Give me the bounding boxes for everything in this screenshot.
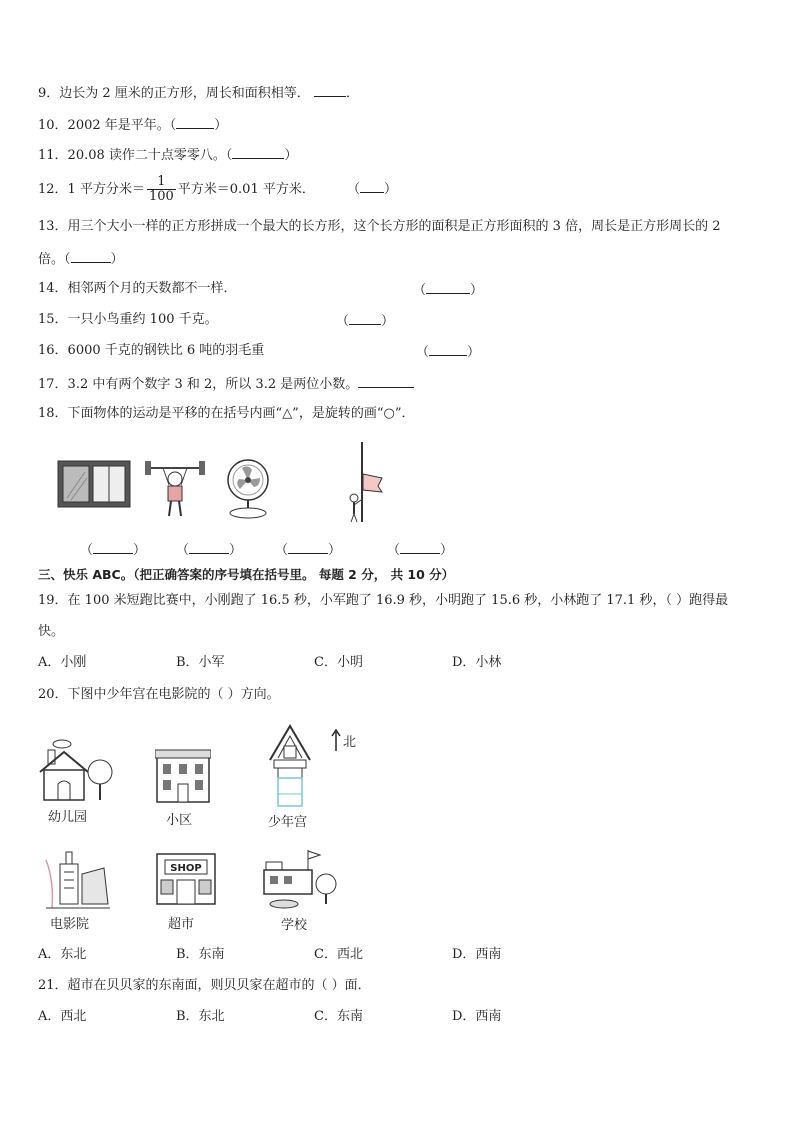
question-14 (38, 280, 237, 298)
paren-close: ） (229, 543, 243, 558)
q18-paren-4 (387, 540, 453, 560)
question-10-end: ） (214, 118, 228, 133)
question-16-text: 16．6000 千克的钢铁比 6 吨的羽毛重 (38, 343, 265, 358)
q21-option-a[interactable]: A．西北 (38, 1009, 87, 1024)
paren-close: ） (381, 314, 395, 329)
paren-open: （ (336, 314, 350, 329)
question-10-text: 10．2002 年是平年。（ (38, 118, 177, 133)
flagpole-picture (342, 440, 386, 524)
paren-open: （ (347, 182, 361, 197)
paren-close: ） (133, 543, 147, 558)
section-3-title: 三、快乐 ABC。（把正确答案的序号填在括号里。 每题 2 分， 共 10 分） (38, 567, 455, 582)
place-cinema: 电影院 (50, 917, 90, 932)
question-18: 18．下面物体的运动是平移的在括号内画“△”，是旋转的画“○”． (38, 406, 415, 421)
question-12 (38, 172, 397, 208)
north-arrow-icon (331, 729, 341, 751)
question-16-paren (416, 342, 480, 362)
question-11 (38, 145, 297, 165)
paren-open: （ (416, 345, 430, 360)
fraction-numerator: 1 (147, 175, 176, 190)
question-15 (38, 311, 218, 329)
answer-blank[interactable] (358, 374, 414, 388)
question-10 (38, 115, 227, 135)
question-13-end: ） (110, 252, 124, 267)
question-13-line2 (38, 249, 124, 269)
answer-blank[interactable] (176, 115, 214, 129)
question-21: 21．超市在贝贝家的东南面，则贝贝家在超市的（ ）面． (38, 978, 371, 993)
answer-blank[interactable] (429, 342, 467, 356)
question-15-paren (336, 311, 394, 331)
paren-open: （ (387, 543, 401, 558)
answer-blank[interactable] (232, 145, 284, 159)
question-17-text: 17．3.2 中有两个数字 3 和 2，所以 3.2 是两位小数。 (38, 377, 359, 392)
answer-blank[interactable] (360, 179, 384, 193)
paren-close: ） (328, 543, 342, 558)
paren-open: （ (275, 543, 289, 558)
q20-option-d[interactable]: D．西南 (452, 947, 502, 962)
question-19-line1: 19．在 100 米短跑比赛中，小刚跑了 16.5 秒，小军跑了 16.9 秒，小明跑了 15.6 秒，小林跑了 17.1 秒，（ ）跑得最 (38, 593, 729, 608)
answer-blank[interactable] (349, 311, 381, 325)
paren-close: ） (384, 182, 398, 197)
shop-sign: SHOP (170, 863, 202, 874)
question-14-text: 14．相邻两个月的天数都不一样． (38, 281, 237, 296)
answer-blank[interactable] (400, 540, 440, 554)
question-20: 20．下图中少年宫在电影院的（ ）方向。 (38, 687, 280, 702)
north-label: 北 (343, 735, 357, 750)
answer-blank[interactable] (314, 83, 346, 97)
answer-blank[interactable] (288, 540, 328, 554)
question-19-line2: 快。 (38, 624, 65, 639)
cinema-picture (42, 850, 112, 912)
paren-close: ） (470, 283, 484, 298)
paren-open: （ (413, 283, 427, 298)
question-9 (38, 83, 359, 103)
question-13-line2-text: 倍。（ (38, 252, 71, 267)
q19-option-c[interactable]: C．小明 (314, 655, 363, 670)
paren-open: （ (176, 543, 190, 558)
q20-option-a[interactable]: A．东北 (38, 947, 87, 962)
fraction (147, 175, 176, 204)
question-9-text: 9．边长为 2 厘米的正方形，周长和面积相等． (38, 86, 310, 101)
answer-blank[interactable] (189, 540, 229, 554)
question-11-end: ） (284, 148, 298, 163)
school-picture (262, 848, 340, 912)
q21-option-b[interactable]: B．东北 (176, 1009, 225, 1024)
residential-picture (155, 748, 211, 804)
question-15-text: 15．一只小鸟重约 100 千克。 (38, 312, 218, 327)
place-supermarket: 超市 (168, 917, 195, 932)
question-13-line1: 13．用三个大小一样的正方形拼成一个最大的长方形，这个长方形的面积是正方形面积的 3 倍，周长是正方形周长的 2 (38, 219, 721, 234)
q20-option-b[interactable]: B．东南 (176, 947, 225, 962)
q21-option-c[interactable]: C．东南 (314, 1009, 363, 1024)
fan-picture (224, 458, 272, 520)
question-16 (38, 342, 264, 360)
place-residential: 小区 (166, 813, 193, 828)
q18-paren-3 (275, 540, 341, 560)
weightlifter-picture (143, 455, 207, 519)
window-picture (57, 460, 131, 508)
question-9-end: ． (345, 86, 359, 101)
supermarket-picture (155, 850, 217, 910)
q18-paren-1 (80, 540, 146, 560)
question-12-pre: 12．1 平方分米＝ (38, 182, 145, 197)
fraction-denominator: 100 (148, 189, 174, 204)
answer-blank[interactable] (71, 249, 111, 263)
answer-blank[interactable] (93, 540, 133, 554)
q18-paren-2 (176, 540, 242, 560)
paren-close: ） (467, 345, 481, 360)
question-17 (38, 374, 414, 394)
q19-option-a[interactable]: A．小刚 (38, 655, 87, 670)
paren-close: ） (440, 543, 454, 558)
question-12-post: 平方米＝0.01 平方米． (177, 182, 315, 197)
place-kindergarten: 幼儿园 (48, 810, 88, 825)
paren-open: （ (80, 543, 94, 558)
q19-option-d[interactable]: D．小林 (452, 655, 502, 670)
youth-palace-picture (266, 724, 314, 810)
q20-option-c[interactable]: C．西北 (314, 947, 363, 962)
q19-option-b[interactable]: B．小军 (176, 655, 225, 670)
place-school: 学校 (281, 918, 308, 933)
kindergarten-picture (36, 738, 114, 804)
q21-option-d[interactable]: D．西南 (452, 1009, 502, 1024)
place-youth-palace: 少年宫 (268, 815, 308, 830)
answer-blank[interactable] (426, 280, 470, 294)
question-11-text: 11．20.08 读作二十点零零八。（ (38, 148, 233, 163)
question-14-paren (413, 280, 483, 300)
